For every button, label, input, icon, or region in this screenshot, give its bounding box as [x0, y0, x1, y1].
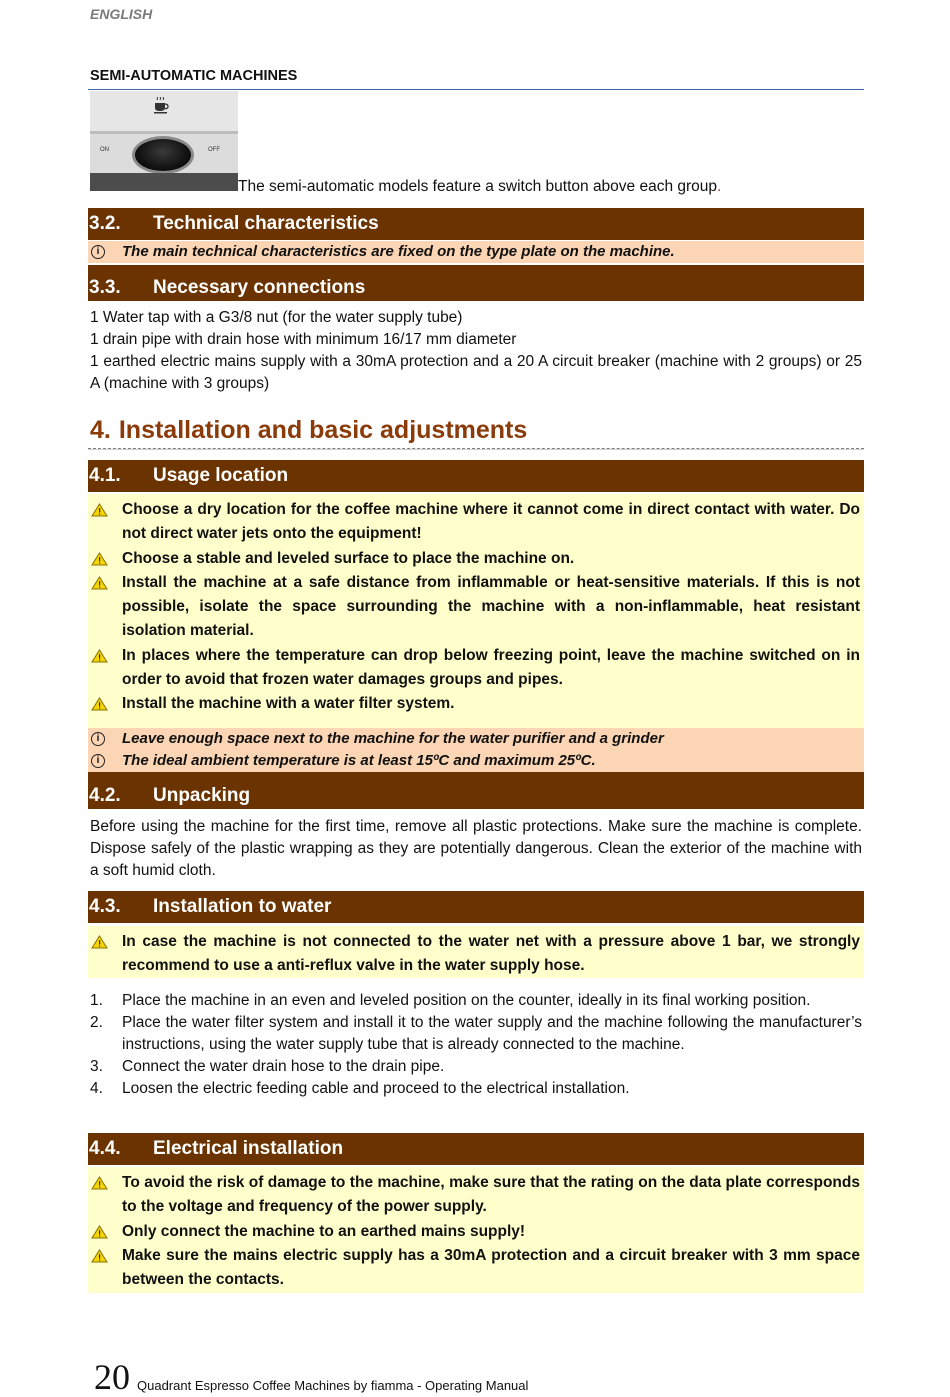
info-note-text: Leave enough space next to the machine for the water purifier and a grinder — [122, 730, 664, 747]
switch-button-photo — [90, 91, 238, 191]
connection-line: 1 earthed electric mains supply with a 30mA protection and a 20 A circuit breaker (machine with 2 groups) or 25 A (machine with 3 groups) — [90, 353, 862, 392]
info-note-text: The ideal ambient temperature is at least 15ºC and maximum 25ºC. — [122, 752, 596, 769]
semi-automatic-heading: SEMI-AUTOMATIC MACHINES — [90, 68, 298, 84]
step-number: 3. — [90, 1058, 103, 1075]
chapter-title — [90, 416, 527, 445]
warning-text: To avoid the risk of damage to the machine, make sure that the rating on the data plate corresponds to the voltage and frequency of the power supply. — [122, 1174, 860, 1216]
warning-item — [88, 692, 864, 716]
step-number: 1. — [90, 992, 103, 1009]
chapter-rule — [88, 448, 864, 450]
footer-text: Quadrant Espresso Coffee Machines by fiamma - Operating Manual — [137, 1378, 529, 1393]
warning-triangle-icon — [91, 1225, 108, 1239]
step-text: Connect the water drain hose to the drain pipe. — [122, 1058, 445, 1075]
section-title: Usage location — [153, 465, 289, 486]
warning-text: Choose a dry location for the coffee machine where it cannot come in direct contact with water. Do not direct water jets onto the equipment! — [122, 501, 860, 543]
warning-item — [88, 1171, 864, 1220]
page-number: 20 — [94, 1357, 130, 1397]
info-box-3-2 — [88, 241, 864, 263]
warning-triangle-icon — [91, 697, 108, 711]
language-label: ENGLISH — [90, 6, 153, 22]
list-item — [90, 1056, 862, 1078]
section-title: Installation to water — [153, 896, 332, 917]
warning-triangle-icon — [91, 503, 108, 517]
section-number: 4.1. — [89, 465, 121, 486]
off-label: OFF — [208, 147, 220, 153]
switch-caption-text: The semi-automatic models feature a switch button above each group — [238, 178, 718, 195]
warning-item — [88, 1220, 864, 1244]
warning-triangle-icon — [91, 576, 108, 590]
unpacking-text: Before using the machine for the first time, remove all plastic protections. Make sure the machine is complete. Dispose safely of the plastic wrapping as they are potentially dangerous. Clean the exterior of the machine with a soft humid cloth. — [90, 818, 862, 879]
caption-period: . — [717, 178, 722, 195]
step-text: Loosen the electric feeding cable and proceed to the electrical installation. — [122, 1080, 630, 1097]
section-number: 4.2. — [89, 785, 121, 806]
list-item — [90, 1078, 862, 1100]
panel-divider — [90, 131, 238, 134]
warning-box-4-4 — [88, 1167, 864, 1293]
section-number: 4.3. — [89, 896, 121, 917]
section-title: Electrical installation — [153, 1138, 344, 1159]
step-number: 4. — [90, 1080, 103, 1097]
warning-item — [88, 644, 864, 693]
info-note — [88, 241, 864, 263]
warning-item — [88, 571, 864, 644]
step-text: Place the water filter system and install it to the water supply and the machine following the manufacturer’s instructions, using the water supply tube that is already connected to the machine. — [122, 1014, 862, 1053]
section-number: 4.4. — [89, 1138, 121, 1159]
section-header-3-2 — [88, 208, 864, 240]
chapter-number: 4. — [90, 416, 111, 444]
connection-line: 1 drain pipe with drain hose with minimum 16/17 mm diameter — [90, 331, 517, 348]
list-item — [90, 990, 862, 1012]
warning-text: Choose a stable and leveled surface to place the machine on. — [122, 549, 575, 567]
warning-text: In case the machine is not connected to the water net with a pressure above 1 bar, we strongly recommend to use a anti-reflux valve in the water supply hose. — [122, 933, 860, 975]
section-number: 3.3. — [89, 277, 121, 298]
connection-line: 1 Water tap with a G3/8 nut (for the water supply tube) — [90, 309, 463, 326]
section-title: Technical characteristics — [153, 213, 379, 234]
section-header-4-4 — [88, 1133, 864, 1165]
section-header-4-1 — [88, 460, 864, 492]
info-note — [88, 750, 864, 772]
heading-rule — [88, 89, 864, 90]
list-item — [90, 1012, 862, 1056]
warning-text: Only connect the machine to an earthed mains supply! — [122, 1222, 526, 1240]
info-box-4-1 — [88, 728, 864, 772]
section-title: Necessary connections — [153, 277, 366, 298]
section-number: 3.2. — [89, 213, 121, 234]
warning-triangle-icon — [91, 935, 108, 949]
section-header-4-2 — [88, 772, 864, 809]
warning-item — [88, 498, 864, 547]
info-circle-icon: i — [91, 732, 105, 746]
info-note-text: The main technical characteristics are fixed on the type plate on the machine. — [122, 243, 675, 260]
step-text: Place the machine in an even and leveled position on the counter, ideally in its final working position. — [122, 992, 811, 1009]
warning-item — [88, 1244, 864, 1293]
section-title: Unpacking — [153, 785, 251, 806]
info-note — [88, 728, 864, 750]
panel-bottom — [90, 173, 238, 191]
warning-text: In places where the temperature can drop below freezing point, leave the machine switched on in order to avoid that frozen water damages groups and pipes. — [122, 646, 860, 689]
warning-text: Install the machine with a water filter system. — [122, 695, 455, 713]
switch-knob — [132, 136, 194, 174]
on-label: ON — [100, 147, 109, 153]
warning-triangle-icon — [91, 649, 108, 663]
warning-triangle-icon — [91, 1249, 108, 1263]
info-circle-icon: i — [91, 754, 105, 768]
warning-box-4-1 — [88, 494, 864, 728]
switch-caption — [238, 178, 721, 196]
section-header-3-3 — [88, 265, 864, 301]
warning-triangle-icon — [91, 1176, 108, 1190]
installation-steps — [90, 990, 862, 1100]
warning-triangle-icon — [91, 552, 108, 566]
connections-list — [90, 307, 862, 395]
info-circle-icon: i — [91, 245, 105, 259]
warning-item — [88, 547, 864, 571]
warning-item — [88, 930, 864, 979]
warning-text: Install the machine at a safe distance from inflammable or heat-sensitive materials. If this is not possible, isolate the space surrounding the machine with a non-inflammable, heat resistant isolation material. — [122, 573, 860, 640]
warning-box-4-3 — [88, 926, 864, 978]
coffee-cup-icon — [152, 97, 170, 115]
warning-text: Make sure the mains electric supply has a 30mA protection and a circuit breaker with 3 mm space between the contacts. — [122, 1246, 860, 1289]
step-number: 2. — [90, 1014, 103, 1031]
section-header-4-3 — [88, 891, 864, 923]
chapter-title-text: Installation and basic adjustments — [118, 416, 528, 444]
